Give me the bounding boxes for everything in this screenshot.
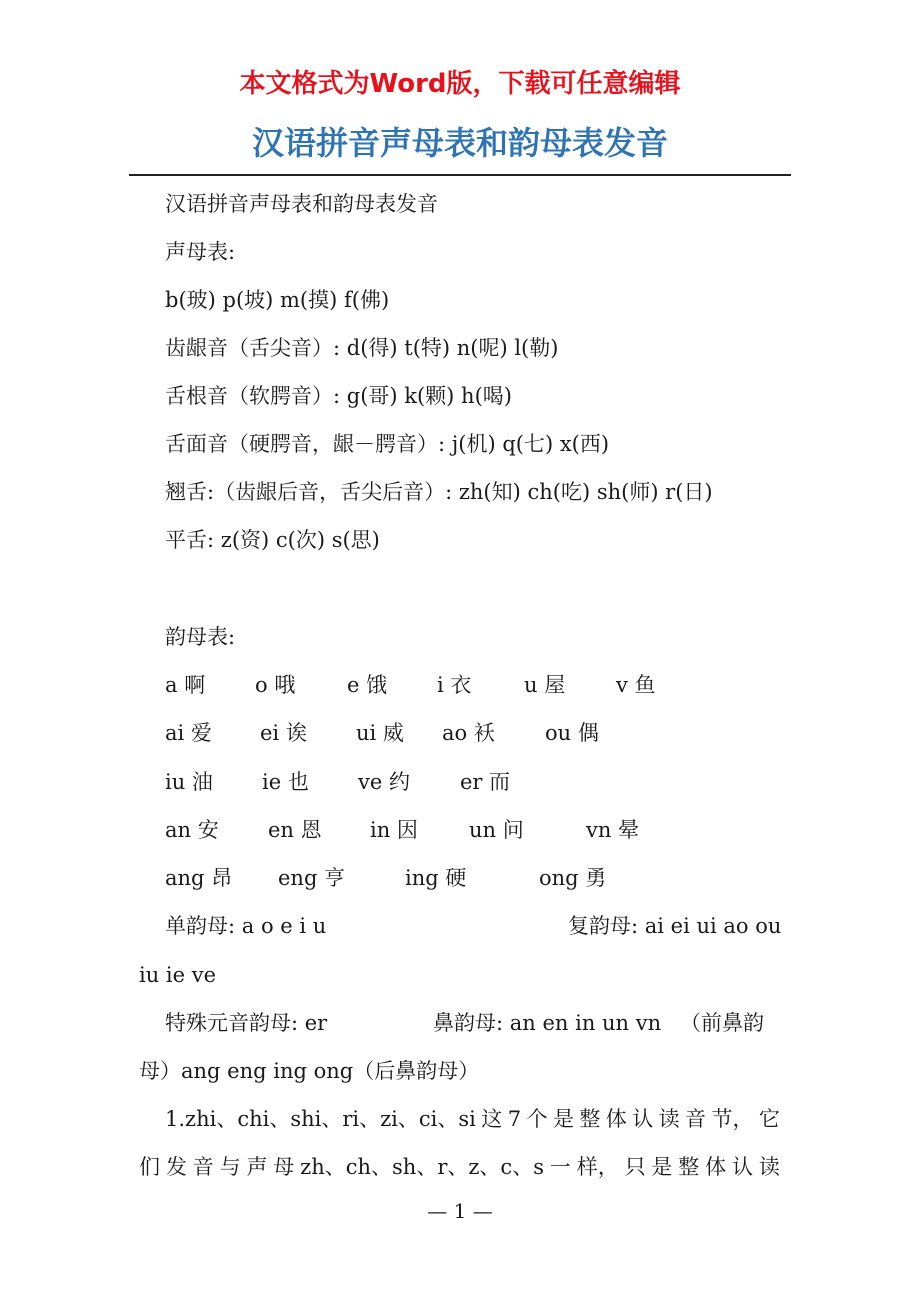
note-paragraph-line <box>165 1104 780 1134</box>
special-finals: 特殊元音韵母: er <box>165 1011 328 1035</box>
note-word: 读 <box>658 1107 680 1131</box>
note-word: 音 <box>685 1107 707 1131</box>
note-word: 7 <box>507 1107 522 1131</box>
final-item: ang 昂 <box>165 866 233 890</box>
final-item: ing 硬 <box>405 866 467 890</box>
final-item: un 问 <box>469 818 524 842</box>
initials-line: 翘舌:（齿龈后音，舌尖后音）: zh(知) ch(吃) sh(师) r(日) <box>165 480 713 504</box>
note-word: 音 <box>192 1155 214 1179</box>
compound-finals-continued: iu ie ve <box>139 963 217 987</box>
simple-finals: 单韵母: a o e i u <box>165 914 327 938</box>
note-word: 整 <box>678 1155 700 1179</box>
final-item: ui 威 <box>356 721 404 745</box>
note-word: zh、ch、sh、r、z、c、s <box>300 1155 544 1179</box>
final-item: iu 油 <box>165 770 213 794</box>
final-item: ei 诶 <box>260 721 307 745</box>
note-word: 1.zhi、chi、shi、ri、zi、ci、si <box>165 1107 476 1131</box>
note-word: 认 <box>632 1107 654 1131</box>
nasal-finals-continued: 母）ang eng ing ong（后鼻韵母） <box>139 1059 480 1083</box>
note-word: 体 <box>705 1155 727 1179</box>
note-word: 这 <box>481 1107 503 1131</box>
final-item: a 啊 <box>165 673 206 697</box>
final-item: v 鱼 <box>616 673 656 697</box>
note-word: 体 <box>605 1107 627 1131</box>
note-word: 们 <box>139 1155 160 1179</box>
note-word: 一 <box>549 1155 571 1179</box>
final-item: e 饿 <box>347 673 388 697</box>
final-item: ong 勇 <box>539 866 607 890</box>
finals-heading: 韵母表: <box>165 625 236 649</box>
final-item: ie 也 <box>262 770 309 794</box>
page-number: — 1 — <box>427 1199 493 1223</box>
initials-line: 舌面音（硬腭音，龈－腭音）: j(机) q(七) x(西) <box>165 432 610 456</box>
front-nasal-note: （前鼻韵 <box>680 1011 764 1035</box>
note-word: 与 <box>219 1155 241 1179</box>
header-divider <box>129 174 791 176</box>
final-item: en 恩 <box>268 818 322 842</box>
compound-finals: 复韵母: ai ei ui ao ou <box>568 914 782 938</box>
final-item: er 而 <box>460 770 511 794</box>
note-word: 是 <box>552 1107 574 1131</box>
note-word: 是 <box>651 1155 673 1179</box>
note-word: 个 <box>526 1107 548 1131</box>
note-word: 母 <box>273 1155 295 1179</box>
note-word: 发 <box>165 1155 187 1179</box>
initials-heading: 声母表: <box>165 240 236 264</box>
page-title: 汉语拼音声母表和韵母表发音 <box>251 124 668 162</box>
final-item: o 哦 <box>255 673 296 697</box>
final-item: i 衣 <box>437 673 472 697</box>
note-word: 只 <box>624 1155 646 1179</box>
format-notice: 本文格式为Word版，下载可任意编辑 <box>239 69 681 99</box>
initials-line: b(玻) p(坡) m(摸) f(佛) <box>165 288 390 312</box>
final-item: eng 亨 <box>278 866 346 890</box>
note-word: 整 <box>579 1107 601 1131</box>
final-item: ao 袄 <box>442 721 495 745</box>
nasal-finals: 鼻韵母: an en in un vn <box>433 1011 662 1035</box>
final-item: in 因 <box>370 818 418 842</box>
final-item: u 屋 <box>524 673 566 697</box>
initials-line: 舌根音（软腭音）: g(哥) k(颗) h(喝) <box>165 384 512 408</box>
initials-line: 齿龈音（舌尖音）: d(得) t(特) n(呢) l(勒) <box>165 336 559 360</box>
note-word: 读 <box>758 1155 780 1179</box>
final-item: ai 爱 <box>165 721 212 745</box>
final-item: ve 约 <box>358 770 410 794</box>
initials-line: 平舌: z(资) c(次) s(思) <box>165 528 380 552</box>
note-word: 它 <box>758 1107 780 1131</box>
note-word: 声 <box>246 1155 268 1179</box>
note-word: 样， <box>576 1155 619 1179</box>
final-item: an 安 <box>165 818 219 842</box>
note-word: 节， <box>711 1107 754 1131</box>
doc-title: 汉语拼音声母表和韵母表发音 <box>165 192 438 216</box>
final-item: vn 晕 <box>586 818 640 842</box>
final-item: ou 偶 <box>545 721 599 745</box>
note-paragraph-line <box>139 1152 780 1182</box>
note-word: 认 <box>732 1155 753 1179</box>
